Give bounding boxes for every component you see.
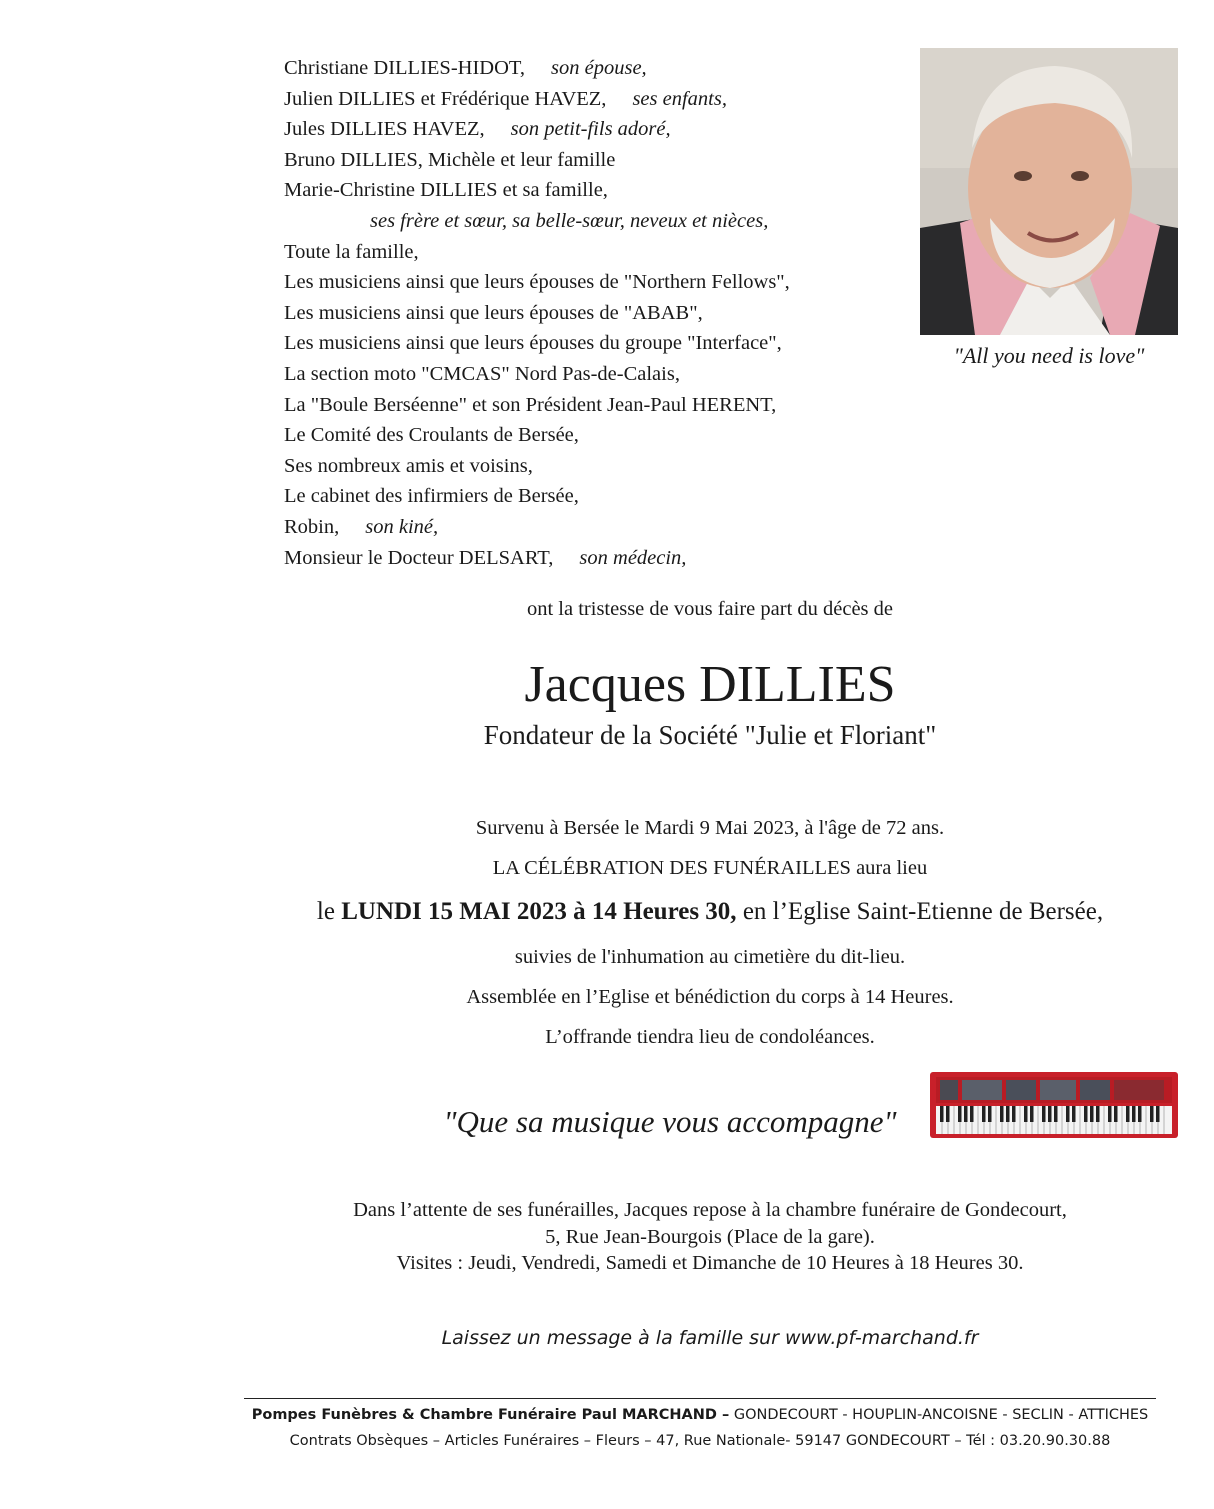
family-line: Christiane DILLIES-HIDOT, son épouse, <box>284 57 647 79</box>
family-line: Jules DILLIES HAVEZ, son petit-fils adoré, <box>284 118 671 141</box>
family-line: Robin, son kiné, <box>284 515 439 538</box>
website-message: Laissez un message à la famille sur www.pf-marchand.fr <box>441 1327 979 1349</box>
footer-contracts: Contrats Obsèques – Articles Funéraires – Fleurs – 47, Rue Nationale- 59147 GONDECOURT – Tél : 03.20.90.30.88 <box>289 1433 1111 1449</box>
family-line: Julien DILLIES et Frédérique HAVEZ, ses enfants, <box>284 87 727 110</box>
keyboard-image <box>930 1072 1178 1138</box>
resting-address: 5, Rue Jean-Bourgois (Place de la gare). <box>545 1225 875 1248</box>
announcement-intro: ont la tristesse de vous faire part du décès de <box>526 598 894 620</box>
visiting-hours: Visites : Jeudi, Vendredi, Samedi et Dimanche de 10 Heures à 18 Heures 30. <box>396 1252 1024 1274</box>
burial-info: suivies de l'inhumation au cimetière du dit-lieu. <box>514 946 906 968</box>
offering-info: L’offrande tiendra lieu de condoléances. <box>545 1026 875 1048</box>
celebration-heading: LA CÉLÉBRATION DES FUNÉRAILLES aura lieu <box>492 857 928 879</box>
family-line: ses frère et sœur, sa belle-sœur, neveux et nièces, <box>370 209 769 232</box>
family-line: Le Comité des Croulants de Bersée, <box>284 424 579 447</box>
family-line: Les musiciens ainsi que leurs épouses de "ABAB", <box>284 301 703 324</box>
death-info: Survenu à Bersée le Mardi 9 Mai 2023, à l'âge de 72 ans. <box>475 817 945 839</box>
footer-company: Pompes Funèbres & Chambre Funéraire Paul MARCHAND – GONDECOURT - HOUPLIN-ANCOISNE - SECLIN - ATTICHES <box>251 1407 1149 1423</box>
assembly-info: Assemblée en l’Eglise et bénédiction du corps à 14 Heures. <box>466 986 954 1008</box>
resting-info <box>230 1197 1190 1277</box>
music-quote: "Que sa musique vous accompagne" <box>443 1104 897 1139</box>
footer-divider <box>244 1398 1156 1399</box>
family-line: La "Boule Berséenne" et son Président Jean-Paul HERENT, <box>284 393 777 416</box>
funeral-date: le LUNDI 15 MAI 2023 à 14 Heures 30, en l’Eglise Saint-Etienne de Bersée, <box>316 898 1104 925</box>
family-line: Les musiciens ainsi que leurs épouses du groupe "Interface", <box>284 332 782 355</box>
family-line: Monsieur le Docteur DELSART, son médecin, <box>284 546 687 569</box>
deceased-title: Fondateur de la Société "Julie et Floriant" <box>483 720 937 750</box>
resting-line: Dans l’attente de ses funérailles, Jacques repose à la chambre funéraire de Gondecourt, <box>353 1199 1067 1221</box>
family-list <box>284 53 924 573</box>
family-line: Ses nombreux amis et voisins, <box>284 454 533 477</box>
deceased-name: Jacques DILLIES <box>524 656 896 713</box>
family-line: Les musiciens ainsi que leurs épouses de "Northern Fellows", <box>284 271 790 294</box>
family-line: Toute la famille, <box>284 240 419 263</box>
portrait-photo <box>920 48 1178 335</box>
family-line: Le cabinet des infirmiers de Bersée, <box>284 485 579 508</box>
family-line: Marie-Christine DILLIES et sa famille, <box>284 179 608 202</box>
family-line: Bruno DILLIES, Michèle et leur famille <box>284 148 616 171</box>
family-line: La section moto "CMCAS" Nord Pas-de-Calais, <box>284 362 680 385</box>
photo-caption: "All you need is love" <box>953 343 1145 368</box>
